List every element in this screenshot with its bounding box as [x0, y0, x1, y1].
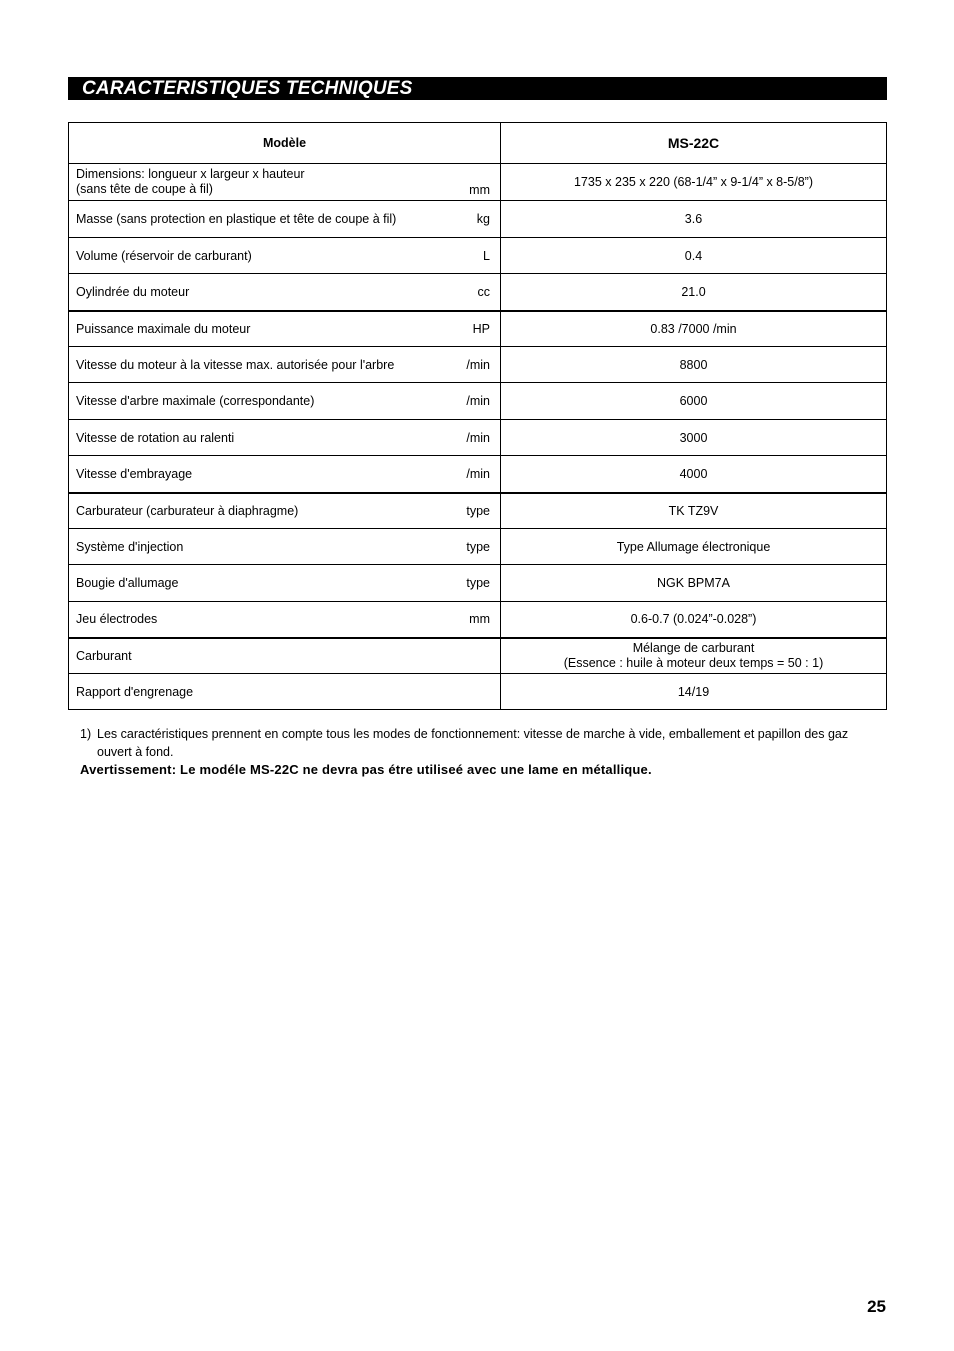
table-row [69, 238, 887, 274]
row-label: Volume (réservoir de carburant) [76, 248, 252, 263]
row-value: 3.6 [501, 201, 887, 238]
row-label: Puissance maximale du moteur [76, 321, 251, 336]
row-value: Type Allumage électronique [501, 529, 887, 565]
row-unit: HP [472, 321, 490, 336]
table-row [69, 383, 887, 420]
row-label: Vitesse d'embrayage [76, 466, 193, 481]
table-row [69, 565, 887, 602]
row-value: 0.6-0.7 (0.024”-0.028”) [501, 602, 887, 638]
footnote [80, 725, 885, 761]
row-value: 4000 [501, 456, 887, 493]
table-row [69, 602, 887, 638]
footnote-number: 1) [80, 727, 92, 741]
row-value: NGK BPM7A [501, 565, 887, 602]
warning-text: Avertissement: Le modéle MS-22C ne devra pas étre utiliseé avec une lame en métallique. [80, 762, 652, 777]
table-row [69, 493, 887, 529]
table-row [69, 638, 887, 674]
row-value: TK TZ9V [501, 493, 887, 529]
row-label: Système d'injection [76, 539, 184, 554]
row-unit: kg [476, 212, 490, 226]
table-row [69, 456, 887, 493]
table-row [69, 420, 887, 456]
table-row [69, 201, 887, 238]
row-label: Rapport d'engrenage [76, 684, 194, 699]
row-unit: mm [469, 183, 490, 197]
row-label: Vitesse du moteur à la vitesse max. autorisée pour l'arbre [76, 357, 395, 372]
row-label: Carburant [76, 648, 132, 663]
header-model-value: MS-22C [501, 123, 887, 164]
table-header-row [69, 123, 887, 164]
row-unit: type [466, 503, 490, 518]
row-unit: /min [466, 394, 490, 408]
table-row [69, 529, 887, 565]
row-value: Mélange de carburant (Essence : huile à moteur deux temps = 50 : 1) [501, 638, 887, 674]
row-label: Masse (sans protection en plastique et tête de coupe à fil) [76, 212, 397, 226]
header-model-label: Modèle [69, 123, 501, 164]
spec-table [68, 122, 887, 710]
row-label: Dimensions: longueur x largeur x hauteur (sans tête de coupe à fil) [76, 167, 305, 196]
row-value: 1735 x 235 x 220 (68-1/4” x 9-1/4” x 8-5/8”) [501, 164, 887, 201]
row-value: 6000 [501, 383, 887, 420]
table-row [69, 311, 887, 347]
row-unit: type [466, 539, 490, 554]
section-title: CARACTERISTIQUES TECHNIQUES [68, 77, 887, 100]
row-label: Vitesse d'arbre maximale (correspondante) [76, 394, 315, 408]
row-unit: mm [469, 612, 490, 627]
row-unit: /min [466, 430, 490, 445]
row-value: 0.83 /7000 /min [501, 311, 887, 347]
row-label: Jeu électrodes [76, 612, 158, 627]
row-unit: type [466, 576, 490, 590]
row-value: 8800 [501, 347, 887, 383]
row-unit: cc [477, 284, 490, 299]
row-unit: L [483, 248, 490, 263]
row-unit: /min [466, 466, 490, 481]
row-unit: /min [466, 357, 490, 372]
row-value: 14/19 [501, 674, 887, 710]
table-row [69, 274, 887, 311]
row-label: Vitesse de rotation au ralenti [76, 430, 235, 445]
row-label: Bougie d'allumage [76, 576, 179, 590]
row-label: Oylindrée du moteur [76, 284, 190, 299]
row-value: 0.4 [501, 238, 887, 274]
row-value: 3000 [501, 420, 887, 456]
row-label: Carburateur (carburateur à diaphragme) [76, 503, 299, 518]
footnote-text: Les caractéristiques prennent en compte tous les modes de fonctionnement: vitesse de marche à vide, emballement et papillon des gaz ouvert à fond. [97, 727, 849, 759]
page-number: 25 [867, 1297, 886, 1316]
table-row [69, 164, 887, 201]
table-row [69, 674, 887, 710]
table-row [69, 347, 887, 383]
row-value: 21.0 [501, 274, 887, 311]
